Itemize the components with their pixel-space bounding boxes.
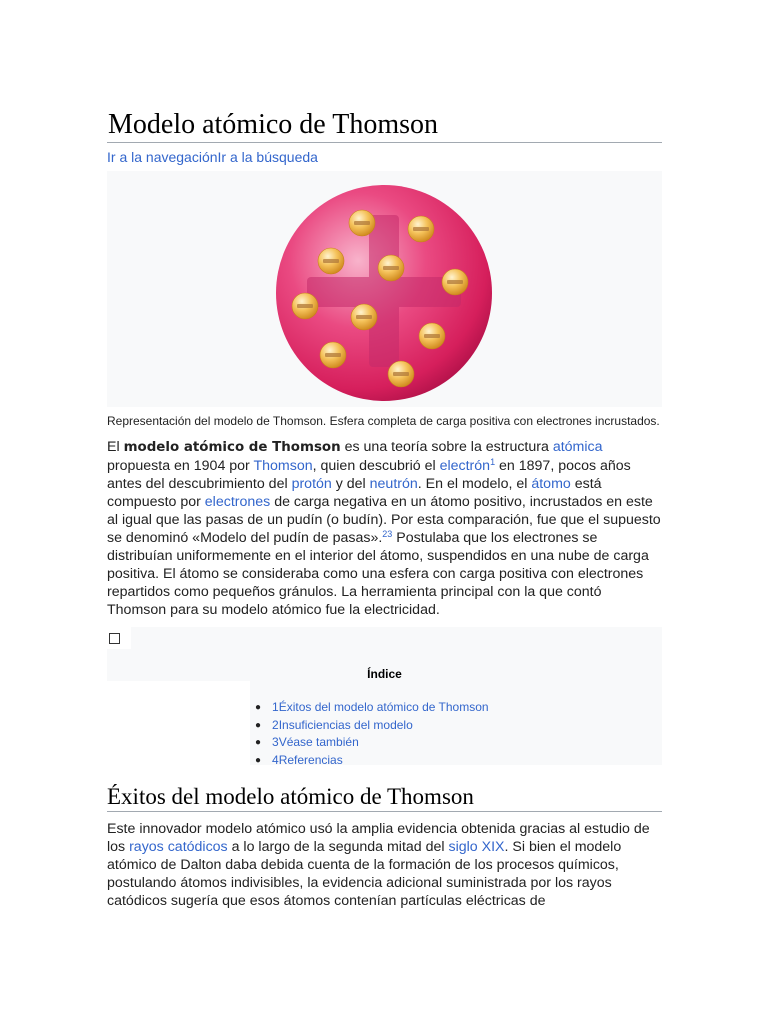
jump-to-search-link[interactable]: Ir a la búsqueda (217, 149, 318, 165)
reference-23[interactable]: 23 (382, 529, 393, 539)
toc-item[interactable]: ● 2Insuficiencias del modelo (255, 717, 413, 732)
jump-links (107, 148, 662, 166)
link-rayos-catodicos[interactable]: rayos catódicos (129, 839, 228, 855)
intro-paragraph: El modelo atómico de Thomson es una teoría sobre la estructura atómica propuesta en 1904 por Thomson, quien descubrió el electrón$^1$ en 1897, pocos años antes del descubrimiento del protón y del neutrón. En el modelo, el átomo está compuesto por electrones de carga negativa en un átomo positivo, incrustados en este al igual que las pasas de un pudín (o budín). Por esta comparación, fue que el supuesto se denominó «Modelo del pudín de pasas».$^{23}$ Postulaba que los electrones se distribuían uniformemente en el interior del átomo, suspendidos en una nube de carga positiva. El átomo se consideraba como una esfera con carga positiva con electrones repartidos como pequeños gránulos. La herramienta principal con la que contó Thomson para su modelo atómico fue la electricidad. (107, 439, 661, 618)
electron (419, 323, 445, 349)
minus-sign-icon (325, 353, 341, 357)
electron (349, 210, 375, 236)
link-atomo[interactable]: átomo (531, 476, 571, 492)
table-of-contents (107, 627, 662, 765)
minus-sign-icon (413, 227, 429, 231)
minus-sign-icon (297, 304, 313, 308)
minus-sign-icon (424, 334, 440, 338)
link-proton[interactable]: protón (291, 476, 332, 492)
bold-term: modelo atómico de Thomson (123, 440, 341, 455)
electron (408, 216, 434, 242)
minus-sign-icon (354, 221, 370, 225)
article (107, 108, 662, 910)
minus-sign-icon (323, 259, 339, 263)
link-thomson[interactable]: Thomson (253, 458, 313, 474)
electron (378, 255, 404, 281)
thomson-model-figure (107, 171, 662, 407)
thomson-model-illustration[interactable] (107, 171, 662, 407)
minus-sign-icon (393, 372, 409, 376)
toc-item[interactable]: ● 3Véase también (255, 735, 359, 749)
link-electrones[interactable]: electrones (204, 494, 271, 510)
toc-list (255, 699, 489, 769)
electron (388, 361, 414, 387)
jump-to-navigation-link[interactable]: Ir a la navegación (107, 149, 218, 165)
section-heading-exitos: Éxitos del modelo atómico de Thomson (107, 783, 662, 812)
minus-sign-icon (383, 266, 399, 270)
minus-sign-icon (447, 280, 463, 284)
link-siglo-xix[interactable]: siglo XIX (448, 839, 505, 855)
link-electron[interactable]: electrón (439, 458, 491, 474)
electron (318, 248, 344, 274)
section-paragraph: Este innovador modelo atómico usó la amplia evidencia obtenida gracias al estudio de los rayos catódicos a lo largo de la segunda mitad del siglo XIX. Si bien el modelo atómico de Dalton daba debida cuenta de la formación de los procesos químicos, postulando átomos indivisibles, la evidencia adicional suministrada por los rayos catódicos sugería que esos átomos contenían partículas eléctricas de (107, 821, 650, 909)
minus-sign-icon (356, 315, 372, 319)
toc-item[interactable]: ● 4Referencias (255, 752, 343, 767)
link-atomica[interactable]: atómica (552, 439, 603, 455)
electron (351, 304, 377, 330)
page-title: Modelo atómico de Thomson (107, 108, 662, 143)
toc-item[interactable]: ● 1Éxitos del modelo atómico de Thomson (255, 700, 489, 714)
link-neutron[interactable]: neutrón (369, 476, 418, 492)
electron (320, 342, 346, 368)
reference-1[interactable]: 1 (490, 457, 496, 467)
figure-caption: Representación del modelo de Thomson. Esfera completa de carga positiva con electrones incrustados. (107, 414, 660, 428)
electron (292, 293, 318, 319)
toc-toggle-checkbox[interactable] (109, 633, 120, 644)
toc-title: Índice (367, 667, 402, 681)
electron (442, 269, 468, 295)
